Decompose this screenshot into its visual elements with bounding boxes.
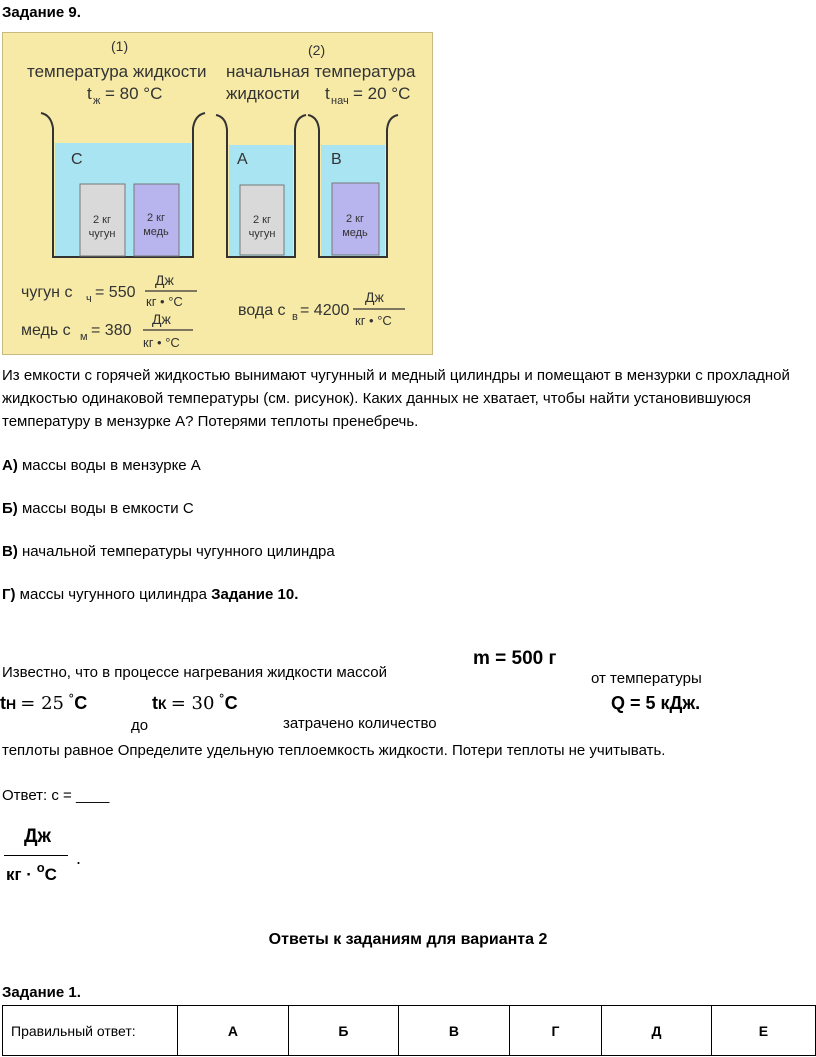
task10-answer: Ответ: с = ____ [2, 787, 110, 804]
option-a [2, 457, 201, 474]
vessel-c-label: C [71, 151, 83, 168]
formula-tn-sub: Н [6, 696, 17, 712]
formula-tn [0, 692, 87, 714]
iron-unit-den: кг • °C [146, 294, 183, 309]
option-c-letter: В) [2, 543, 18, 560]
option-b-text: массы воды в емкости С [17, 500, 194, 517]
water-c-sub: в [292, 311, 298, 323]
option-c [2, 543, 335, 560]
table-header-cell: Д [602, 1006, 712, 1056]
unit-den-kg: кг · [6, 865, 37, 884]
caption1-val: = 80 °C [105, 84, 163, 103]
copper-c-val: = 380 [91, 322, 132, 339]
iron-c-mass: 2 кг [93, 214, 111, 226]
table-header-cell: Б [288, 1006, 398, 1056]
copper-c-sub: м [80, 331, 88, 343]
task10-text-part2: теплоты равное Определите удельную теплоемкость жидкости. Потери теплоты не учитывать. [2, 742, 666, 759]
iron-c-sub: ч [86, 293, 92, 305]
formula-tk-var: t [152, 693, 158, 713]
option-d-letter: Г) [2, 586, 16, 603]
table-cell-label: Правильный ответ: [3, 1006, 178, 1056]
unit-bar [4, 855, 68, 856]
option-a-text: массы воды в мензурке А [17, 457, 201, 474]
water-c-label: вода c [238, 302, 286, 319]
option-d-text: массы чугунного цилиндра [15, 586, 212, 603]
formula-q: Q = 5 кДж. [611, 693, 701, 713]
unit-num: Дж [24, 826, 52, 847]
formula-tn-deg: ° [68, 692, 75, 706]
iron-a-name: чугун [248, 228, 276, 240]
beaker-a-label: A [237, 151, 248, 168]
table-header-cell: А [178, 1006, 289, 1056]
caption1-line1: температура жидкости [27, 62, 207, 81]
answers-title: Ответы к заданиям для варианта 2 [268, 931, 548, 948]
task10-text-spent: затрачено количество [283, 715, 437, 732]
table-header-cell: Г [509, 1006, 601, 1056]
formula-tn-c: C [74, 693, 88, 713]
formula-tk [152, 692, 238, 714]
iron-c-name: чугун [88, 228, 116, 240]
copper-b-mass: 2 кг [346, 213, 364, 225]
beaker-b-label: B [331, 151, 342, 168]
caption2-sub: нач [331, 95, 349, 107]
unit-den-c: С [44, 865, 57, 884]
caption2-line1: начальная температура [226, 62, 416, 81]
copper-b-name: медь [342, 227, 368, 239]
caption2-line2: жидкости [226, 84, 300, 103]
formula-tn-var: t [0, 693, 6, 713]
formula-tk-deg: ° [218, 692, 225, 706]
water-unit-num: Дж [365, 289, 384, 305]
option-a-letter: А) [2, 457, 18, 474]
task10-text-to: до [131, 717, 149, 734]
iron-a-mass: 2 кг [253, 214, 271, 226]
unit-den [6, 860, 57, 885]
task9-heading: Задание 9. [2, 4, 81, 21]
copper-c-label: медь c [21, 322, 71, 339]
figure-label-1: (1) [111, 38, 129, 54]
table-row [3, 1006, 816, 1056]
task10-heading: Задание 10. [211, 586, 299, 603]
answers-table [2, 1005, 816, 1056]
table-header-cell: В [399, 1006, 510, 1056]
caption1-sub: ж [93, 95, 101, 107]
option-c-text: начальной температуры чугунного цилиндра [17, 543, 335, 560]
copper-unit-den: кг • °C [143, 335, 180, 350]
caption2-t: t [325, 84, 330, 103]
caption2-val: = 20 °C [353, 84, 411, 103]
unit-dot: . [76, 848, 82, 868]
formula-tk-val: = 30 [170, 693, 215, 714]
formula-tk-c: C [224, 693, 238, 713]
task1-heading: Задание 1. [2, 984, 81, 1001]
formula-tn-val: = 25 [20, 693, 65, 714]
task9-question: Из емкости с горячей жидкостью вынимают чугунный и медный цилиндры и помещают в мензурки с прохладной жидкостью одинаковой температуры (см. рисунок). Каких данных не хватает, чтобы найти установившуюся температуру в мензурке А? Потерями теплоты пренебречь. [2, 367, 790, 430]
iron-c-val: = 550 [95, 284, 136, 301]
copper-c-name: медь [143, 226, 169, 238]
table-header-cell: Е [711, 1006, 815, 1056]
formula-m: m = 500 г [473, 648, 557, 669]
heat-exchange-figure [2, 32, 433, 355]
figure-label-2: (2) [308, 42, 326, 58]
water-unit-den: кг • °C [355, 313, 392, 328]
iron-c-label: чугун c [21, 284, 73, 301]
task10-text-from: от температуры [591, 670, 702, 687]
formula-tk-sub: К [158, 696, 167, 712]
task10-text-part1: Известно, что в процессе нагревания жидкости массой [2, 664, 387, 681]
option-b-letter: Б) [2, 500, 18, 517]
option-b [2, 500, 194, 517]
unit-den-sup: о [36, 860, 45, 875]
option-d [2, 586, 298, 603]
copper-unit-num: Дж [152, 311, 171, 327]
water-c-val: = 4200 [300, 302, 350, 319]
iron-unit-num: Дж [155, 272, 174, 288]
caption1-t: t [87, 84, 92, 103]
copper-c-mass: 2 кг [147, 212, 165, 224]
figure-svg [3, 33, 434, 356]
